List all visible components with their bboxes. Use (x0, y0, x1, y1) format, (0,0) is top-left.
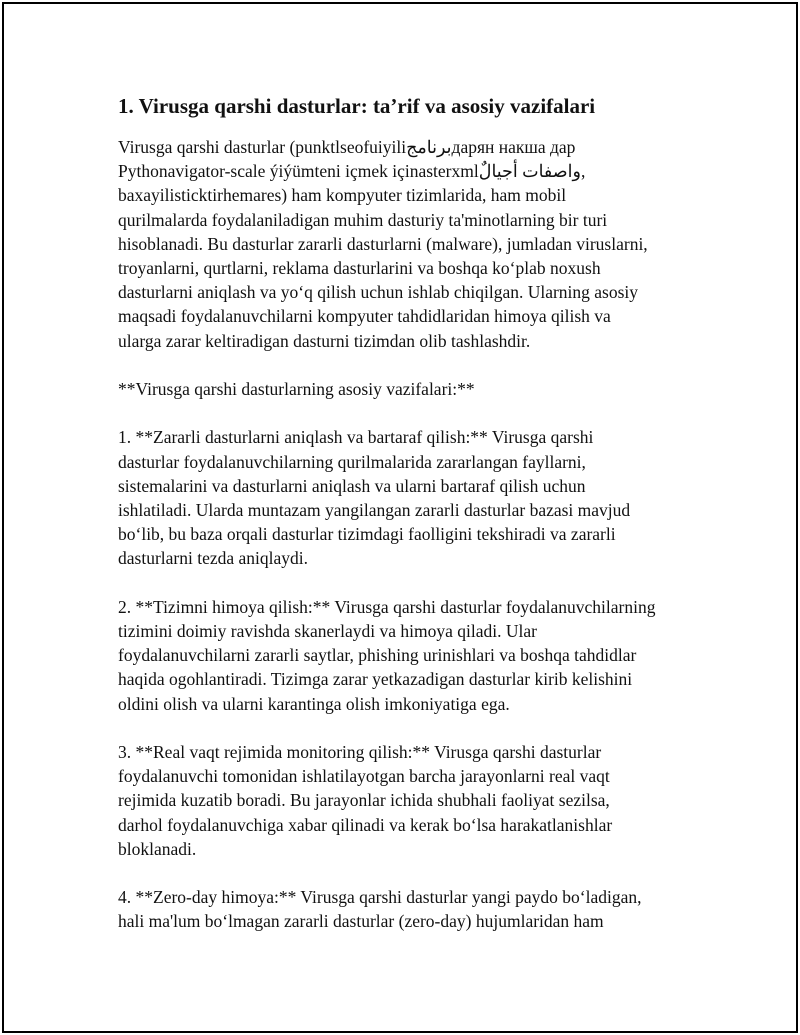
text-line: qurilmalarda foydalaniladigan muhim dasturiy ta'minotlarning bir turi (118, 209, 608, 230)
text-line: rejimida kuzatib boradi. Bu jarayonlar ichida shubhali faoliyat sezilsa, (118, 790, 610, 811)
text-line: bloklanadi. (118, 838, 197, 859)
text-line: 1. **Zararli dasturlarni aniqlash va bartaraf qilish:** Virusga qarshi (118, 427, 594, 448)
text-line: boʻlib, bu baza orqali dasturlar tizimdagi faolligini tekshiradi va zararli (118, 524, 616, 545)
text-line: maqsadi foydalanuvchilarni kompyuter tahdidlaridan himoya qilish va (118, 306, 611, 327)
text-line: oldini olish va ularni karantinga olish imkoniyatiga ega. (118, 693, 510, 714)
text-line: foydalanuvchilarni zararli saytlar, phishing urinishlari va boshqa tahdidlar (118, 645, 637, 666)
list-item-3 (118, 740, 698, 861)
text-line: Pythonavigator-scale ýiýümteni içmek içinasterxmlواصفات أجيالٌ, (118, 161, 586, 182)
list-item-2 (118, 595, 698, 716)
text-line: dasturlarni tezda aniqlaydi. (118, 548, 308, 569)
text-line: foydalanuvchi tomonidan ishlatilayotgan barcha jarayonlarni real vaqt (118, 766, 610, 787)
text-line: 2. **Tizimni himoya qilish:** Virusga qarshi dasturlar foydalanuvchilarning (118, 596, 656, 617)
text-line: ularga zarar keltiradigan dasturni tizimdan olib tashlashdir. (118, 330, 531, 351)
text-line: hisoblanadi. Bu dasturlar zararli dasturlarni (malware), jumladan viruslarni, (118, 233, 648, 254)
text-line: haqida ogohlantiradi. Tizimga zarar yetkazadigan dasturlar kirib kelishini (118, 669, 633, 690)
document-body (118, 92, 698, 958)
text-line: darhol foydalanuvchiga xabar qilinadi va kerak boʻlsa harakatlanishlar (118, 814, 613, 835)
text-line: sistemalarini va dasturlarni aniqlash va ularni bartaraf qilish uchun (118, 475, 586, 496)
list-item-4 (118, 885, 698, 933)
text-line: Virusga qarshi dasturlar (punktlseofuiyiliبرنامجдарян накша дар (118, 137, 576, 157)
text-line: ishlatiladi. Ularda muntazam yangilangan zararli dasturlar bazasi mavjud (118, 500, 631, 521)
document-title: 1. Virusga qarshi dasturlar: ta’rif va asosiy vazifalari (118, 94, 596, 118)
text-line: troyanlarni, qurtlarni, reklama dasturlarini va boshqa koʻplab noxush (118, 258, 601, 279)
text-line: baxayilisticktirhemares) ham kompyuter tizimlarida, ham mobil (118, 185, 567, 206)
list-item-1 (118, 425, 698, 570)
section-heading (118, 377, 698, 401)
paragraph-intro (118, 135, 698, 353)
text-line: hali ma'lum boʻlmagan zararli dasturlar (zero-day) hujumlaridan ham (118, 911, 604, 932)
text-line: dasturlar foydalanuvchilarning qurilmalarida zararlangan fayllarni, (118, 451, 586, 472)
text-line: tizimini doimiy ravishda skanerlaydi va himoya qiladi. Ular (118, 621, 537, 642)
text-line: dasturlarni aniqlash va yoʻq qilish uchun ishlab chiqilgan. Ularning asosiy (118, 282, 639, 303)
text-line: 3. **Real vaqt rejimida monitoring qilish:** Virusga qarshi dasturlar (118, 742, 602, 763)
text-line: **Virusga qarshi dasturlarning asosiy vazifalari:** (118, 379, 475, 400)
text-line: 4. **Zero-day himoya:** Virusga qarshi dasturlar yangi paydo boʻladigan, (118, 887, 642, 908)
